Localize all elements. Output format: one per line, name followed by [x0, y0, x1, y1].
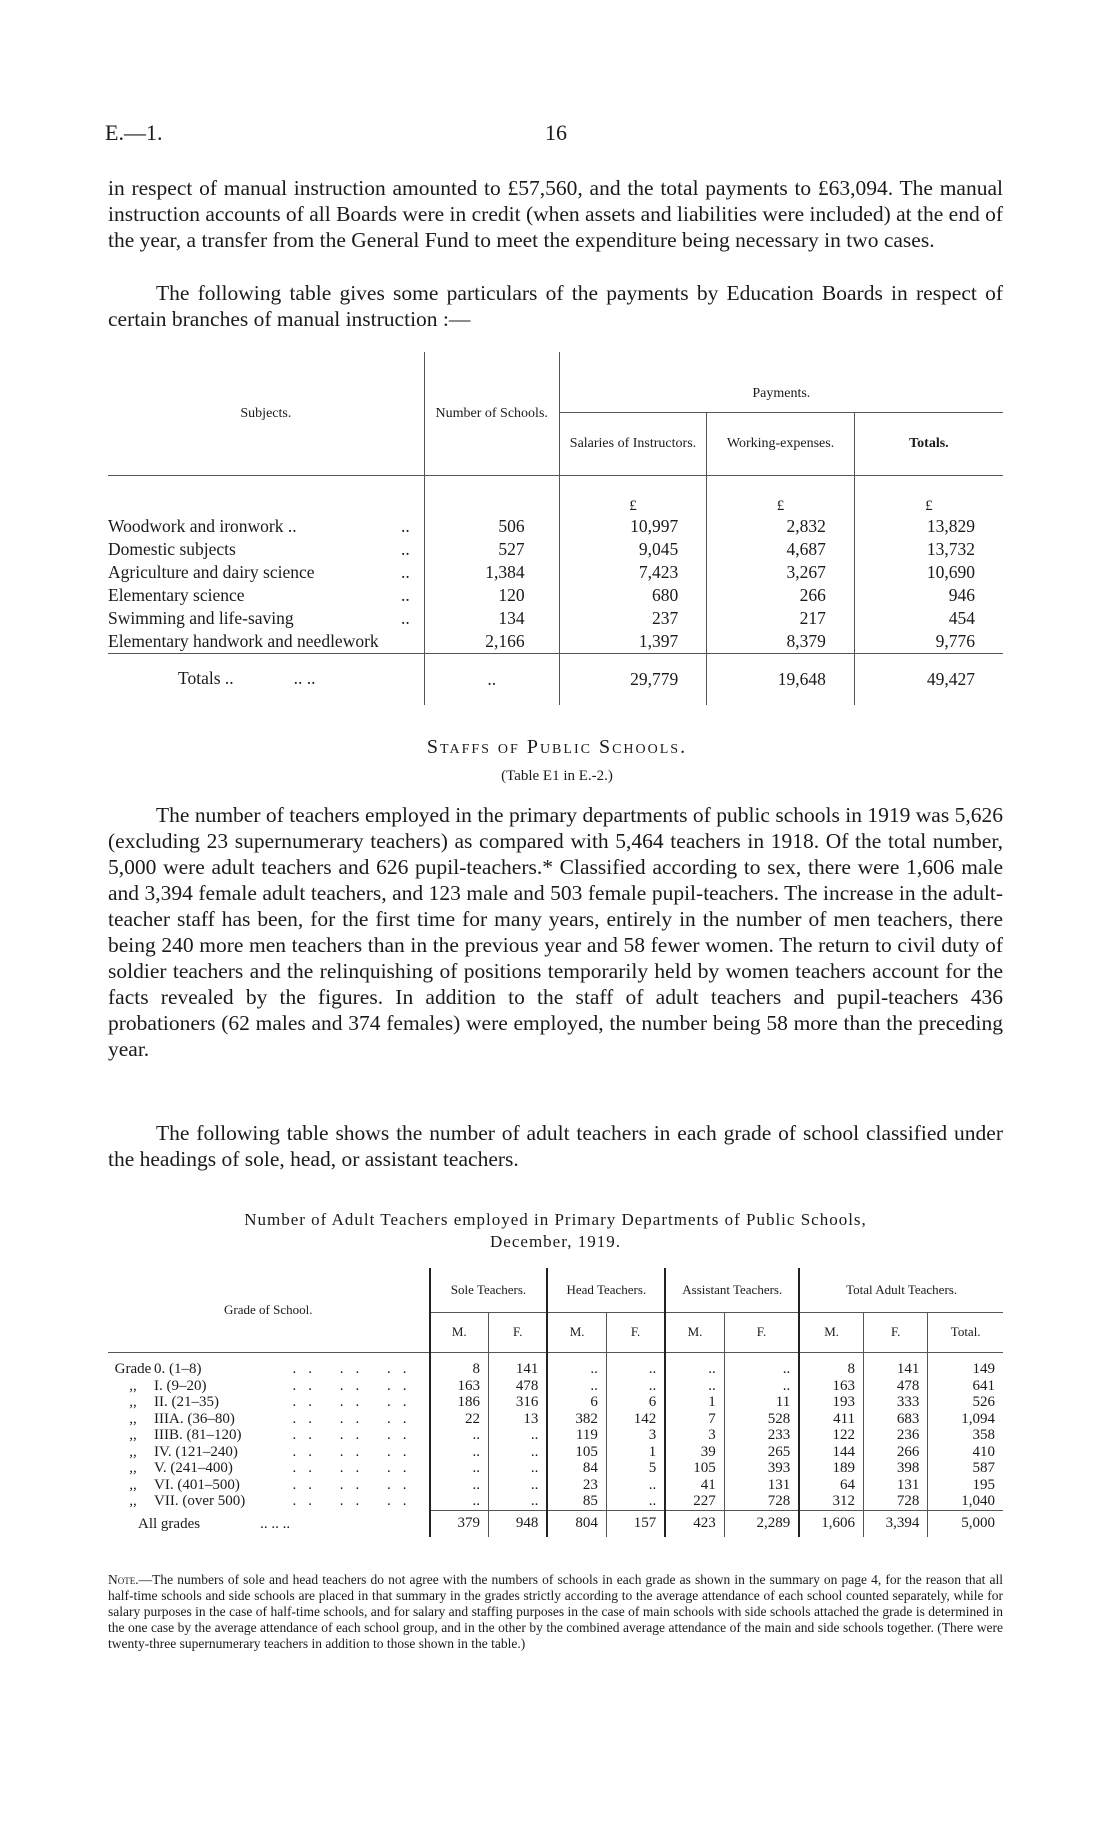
- cell-tt: 358: [928, 1427, 1003, 1444]
- table2-totals-row: All grades .. .. .. 379 948 804 157 423 2,289 1,606 3,394 5,000: [108, 1510, 1003, 1537]
- cell-am: 105: [665, 1460, 724, 1477]
- cell-af: 233: [724, 1427, 799, 1444]
- cell-sf: ..: [488, 1460, 547, 1477]
- cell-hf: 6: [606, 1394, 665, 1411]
- cell-hf: 3: [606, 1427, 665, 1444]
- cell-sm: ..: [430, 1444, 489, 1461]
- cell-hm: 6: [547, 1394, 606, 1411]
- cell-tm: 312: [799, 1493, 863, 1510]
- cell-tm: 122: [799, 1427, 863, 1444]
- cell-salaries: 9,045: [559, 538, 707, 561]
- cell-sm: ..: [430, 1460, 489, 1477]
- cell-tf: 141: [864, 1361, 928, 1378]
- table2-row: Grade 0. (1–8) .. .. .. 8 141 .. .. .. .. 8 141 149: [108, 1361, 1003, 1378]
- cell-working: 4,687: [707, 538, 855, 561]
- page-number: 16: [545, 120, 567, 145]
- cell-am: 39: [665, 1444, 724, 1461]
- cell-sm: 163: [430, 1378, 489, 1395]
- cell-hm: ..: [547, 1361, 606, 1378]
- cell-schools: 2,166: [424, 630, 559, 654]
- cell-tf: 131: [864, 1477, 928, 1494]
- cell-schools: 506: [424, 515, 559, 538]
- table-note: Note.—The numbers of sole and head teachers do not agree with the numbers of schools in each grade as shown in the summary on page 4, for the reason that all half-time schools and side schools are placed in that summary in the grades strictly according to the average attendance of each school counted separately, while for salary purposes in the case of half-time schools, and for salary and staffing purposes in the case of main schools with side schools attached the grade is determined in the one case by the average attendance of each school group, and in the other by the combined average attendance of the main and side schools together. (There were twenty-three supernumerary teachers in addition to those shown in the table.): [108, 1572, 1003, 1651]
- cell-tf: 266: [864, 1444, 928, 1461]
- cell-hf: ..: [606, 1493, 665, 1510]
- cell-total: 946: [854, 584, 1003, 607]
- cell-tm: 163: [799, 1378, 863, 1395]
- cell-sf: 316: [488, 1394, 547, 1411]
- table1-totals-row: Totals .. .. .. .. 29,779 19,648 49,427: [108, 654, 1003, 706]
- grade-label: VII. (over 500): [154, 1493, 246, 1510]
- cell-tm: 189: [799, 1460, 863, 1477]
- cell-total: 13,829: [854, 515, 1003, 538]
- cell-tt: 1,094: [928, 1411, 1003, 1428]
- table2-row: ,, II. (21–35) .. .. .. 186 316 6 6 1 11 193 333 526: [108, 1394, 1003, 1411]
- header-working: Working-expenses.: [707, 413, 855, 476]
- cell-tf: 398: [864, 1460, 928, 1477]
- pound-sign: £: [707, 476, 855, 516]
- subject-name: Agriculture and dairy science: [108, 562, 315, 582]
- table2-row: ,, I. (9–20) .. .. .. 163 478 .. .. .. .. 163 478 641: [108, 1378, 1003, 1395]
- manual-instruction-table: [108, 352, 1003, 705]
- grade-label: 0. (1–8): [154, 1361, 202, 1377]
- cell-working: 2,832: [707, 515, 855, 538]
- totals-label: Totals ..: [178, 668, 234, 688]
- cell-am: 3: [665, 1427, 724, 1444]
- table2-row: ,, IV. (121–240) .. .. .. .. .. 105 1 39 265 144 266 410: [108, 1444, 1003, 1461]
- cell-hm: 119: [547, 1427, 606, 1444]
- cell-total: 10,690: [854, 561, 1003, 584]
- cell-am: 7: [665, 1411, 724, 1428]
- cell-af: 11: [724, 1394, 799, 1411]
- cell-af: 393: [724, 1460, 799, 1477]
- header-subjects: Subjects.: [240, 405, 292, 421]
- header-total-adult: Total Adult Teachers.: [799, 1268, 1003, 1313]
- cell-working: 8,379: [707, 630, 855, 654]
- cell-salaries: 7,423: [559, 561, 707, 584]
- grade-label: IIIA. (36–80): [154, 1410, 235, 1427]
- page-reference: E.—1.: [105, 120, 163, 145]
- paragraph-4: The following table shows the number of adult teachers in each grade of school classified under the headings of sole, head, or assistant teachers.: [108, 1121, 1003, 1171]
- table2-title: Number of Adult Teachers employed in Primary Departments of Public Schools, December, 1919.: [244, 1210, 867, 1251]
- cell-tt: 587: [928, 1460, 1003, 1477]
- cell-hf: ..: [606, 1361, 665, 1378]
- header-schools: Number of Schools.: [424, 352, 559, 476]
- cell-af: 131: [724, 1477, 799, 1494]
- cell-salaries: 680: [559, 584, 707, 607]
- paragraph-3: The number of teachers employed in the primary departments of public schools in 1919 was 5,626 (excluding 23 supernumerary teachers) as compared with 5,464 teachers in 1918. Of the total number, 5,000 were adult teachers and 626 pupil-teachers.* Classified according to sex, there were 1,606 male and 3,394 female adult teachers, and 123 male and 503 female pupil-teachers. The increase in the adult-teacher staff has been, for the first time for many years, entirely in the number of men teachers, there being 240 more men teachers than in the previous year and 58 fewer women. The return to civil duty of soldier teachers and the relinquishing of positions temporarily held by women teachers account for the facts revealed by the figures. In addition to the staff of adult teachers and pupil-teachers 436 probationers (62 males and 374 females) were employed, the number being 58 more than the preceding year.: [108, 803, 1003, 1061]
- header-payments: Payments.: [559, 352, 1003, 413]
- cell-salaries: 10,997: [559, 515, 707, 538]
- cell-tm: 8: [799, 1361, 863, 1378]
- cell-hm: 84: [547, 1460, 606, 1477]
- table2-row: ,, VII. (over 500) .. .. .. .. .. 85 .. 227 728 312 728 1,040: [108, 1493, 1003, 1510]
- cell-schools: 527: [424, 538, 559, 561]
- cell-hm: 23: [547, 1477, 606, 1494]
- table2-row: ,, IIIB. (81–120) .. .. .. .. .. 119 3 3 233 122 236 358: [108, 1427, 1003, 1444]
- cell-total: 9,776: [854, 630, 1003, 654]
- cell-tm: 411: [799, 1411, 863, 1428]
- table2-row: ,, V. (241–400) .. .. .. .. .. 84 5 105 393 189 398 587: [108, 1460, 1003, 1477]
- cell-sf: ..: [488, 1444, 547, 1461]
- cell-schools: 120: [424, 584, 559, 607]
- header-grade: Grade of School.: [224, 1301, 313, 1317]
- paragraph-1: in respect of manual instruction amounted to £57,560, and the total payments to £63,094. The manual instruction accounts of all Boards were in credit (when assets and liabilities were included) at the end of the year, a transfer from the General Fund to meet the expenditure being necessary in two cases.: [108, 176, 1003, 252]
- table2-row: ,, VI. (401–500) .. .. .. .. .. 23 .. 41 131 64 131 195: [108, 1477, 1003, 1494]
- cell-am: ..: [665, 1378, 724, 1395]
- cell-sm: ..: [430, 1427, 489, 1444]
- cell-hm: ..: [547, 1378, 606, 1395]
- cell-hf: 1: [606, 1444, 665, 1461]
- header-sole: Sole Teachers.: [430, 1268, 548, 1313]
- header-assistant: Assistant Teachers.: [665, 1268, 799, 1313]
- grade-label: I. (9–20): [154, 1377, 207, 1394]
- pound-sign: £: [559, 476, 707, 516]
- cell-tm: 64: [799, 1477, 863, 1494]
- cell-total: 13,732: [854, 538, 1003, 561]
- grade-label: II. (21–35): [154, 1394, 219, 1410]
- cell-am: ..: [665, 1361, 724, 1378]
- section-title: Staffs of Public Schools.: [426, 736, 688, 758]
- cell-working: 266: [707, 584, 855, 607]
- table1-row: Agriculture and dairy science .. 1,384 7,423 3,267 10,690: [108, 561, 1003, 584]
- cell-sf: 13: [488, 1411, 547, 1428]
- table1-row: [108, 630, 1003, 654]
- cell-tf: 683: [864, 1411, 928, 1428]
- cell-tf: 728: [864, 1493, 928, 1510]
- cell-hm: 85: [547, 1493, 606, 1510]
- header-totals: Totals.: [854, 413, 1003, 476]
- adult-teachers-table: Grade of School. Sole Teachers. Head Teachers. Assistant Teachers. Total Adult Teachers. M. F. M. F. M. F. M. F. Total. Grade 0. (1–8) .. .. .. 8 141 .. .. .. .. 8 141 149 ,, I. (9–20) .. .. .. 163 478 .. .. .. .. 163 478 641 ,, II. (21–35) .. .. .. 186 316 6 6 1 11 193 333 526 ,, IIIA. (36–80) .. .. .. 22 13 382 142 7 528 411 683 1,094 ,, IIIB. (81–120) .. .. .. .. .. 119 3 3 233 122 236 358 ,, IV. (121–240) .. .. .. .. .. 105 1 39 265 144 266 410 ,, V. (241–400) .. .. .. .. .. 84 5 105 393 189 398 587 ,, VI. (401–500) .. .. .. .. .. 23 .. 41 131 64 131 195 ,, VII. (over 500) .. .. .. .. .. 85 .. 227 728 312 728 1,040 All grades .. .. .. 379 948 804 157 423 2,289 1,606 3,394 5,000: [108, 1268, 1003, 1537]
- table1-row: Swimming and life-saving .. 134 237 217 454: [108, 607, 1003, 630]
- cell-sm: 22: [430, 1411, 489, 1428]
- subject-name: Domestic subjects: [108, 539, 236, 559]
- cell-tt: 410: [928, 1444, 1003, 1461]
- cell-schools: 134: [424, 607, 559, 630]
- cell-tf: 478: [864, 1378, 928, 1395]
- cell-hm: 105: [547, 1444, 606, 1461]
- totals-working: 19,648: [707, 654, 855, 706]
- cell-sf: ..: [488, 1427, 547, 1444]
- cell-salaries: 1,397: [559, 630, 707, 654]
- subject-name: Elementary handwork and needlework: [108, 631, 379, 651]
- cell-am: 41: [665, 1477, 724, 1494]
- cell-tt: 641: [928, 1378, 1003, 1395]
- pound-sign: £: [854, 476, 1003, 516]
- grade-label: IV. (121–240): [154, 1443, 238, 1460]
- cell-tt: 149: [928, 1361, 1003, 1378]
- cell-sf: ..: [488, 1493, 547, 1510]
- cell-af: ..: [724, 1361, 799, 1378]
- grade-label: V. (241–400): [154, 1460, 233, 1476]
- cell-total: 454: [854, 607, 1003, 630]
- table1-row: Domestic subjects .. 527 9,045 4,687 13,732: [108, 538, 1003, 561]
- cell-schools: 1,384: [424, 561, 559, 584]
- cell-sm: 186: [430, 1394, 489, 1411]
- cell-tt: 1,040: [928, 1493, 1003, 1510]
- grade-label: VI. (401–500): [154, 1476, 240, 1493]
- cell-sf: ..: [488, 1477, 547, 1494]
- totals-total: 49,427: [854, 654, 1003, 706]
- cell-sf: 478: [488, 1378, 547, 1395]
- cell-sm: ..: [430, 1493, 489, 1510]
- cell-tt: 195: [928, 1477, 1003, 1494]
- cell-af: 728: [724, 1493, 799, 1510]
- cell-sf: 141: [488, 1361, 547, 1378]
- cell-hf: 142: [606, 1411, 665, 1428]
- header-head: Head Teachers.: [547, 1268, 665, 1313]
- cell-hf: ..: [606, 1477, 665, 1494]
- cell-sm: 8: [430, 1361, 489, 1378]
- cell-tf: 333: [864, 1394, 928, 1411]
- totals-salaries: 29,779: [559, 654, 707, 706]
- cell-tm: 193: [799, 1394, 863, 1411]
- header-salaries: Salaries of Instructors.: [559, 413, 707, 476]
- cell-tm: 144: [799, 1444, 863, 1461]
- subject-name: Woodwork and ironwork ..: [108, 516, 297, 536]
- subject-name: Elementary science: [108, 585, 245, 605]
- cell-tf: 236: [864, 1427, 928, 1444]
- table1-row: Woodwork and ironwork .. .. 506 10,997 2,832 13,829: [108, 515, 1003, 538]
- subject-name: Swimming and life-saving: [108, 608, 294, 628]
- cell-salaries: 237: [559, 607, 707, 630]
- cell-af: ..: [724, 1378, 799, 1395]
- cell-af: 265: [724, 1444, 799, 1461]
- cell-am: 227: [665, 1493, 724, 1510]
- table2-row: ,, IIIA. (36–80) .. .. .. 22 13 382 142 7 528 411 683 1,094: [108, 1411, 1003, 1428]
- cell-hm: 382: [547, 1411, 606, 1428]
- cell-af: 528: [724, 1411, 799, 1428]
- cell-sm: ..: [430, 1477, 489, 1494]
- cell-am: 1: [665, 1394, 724, 1411]
- cell-working: 217: [707, 607, 855, 630]
- cell-working: 3,267: [707, 561, 855, 584]
- cell-tt: 526: [928, 1394, 1003, 1411]
- section-subtitle: (Table E1 in E.-2.): [501, 768, 613, 784]
- cell-hf: ..: [606, 1378, 665, 1395]
- cell-hf: 5: [606, 1460, 665, 1477]
- paragraph-2: The following table gives some particulars of the payments by Education Boards in respect of certain branches of manual instruction :—: [108, 281, 1003, 331]
- table1-row: Elementary science .. 120 680 266 946: [108, 584, 1003, 607]
- grade-label: IIIB. (81–120): [154, 1427, 242, 1443]
